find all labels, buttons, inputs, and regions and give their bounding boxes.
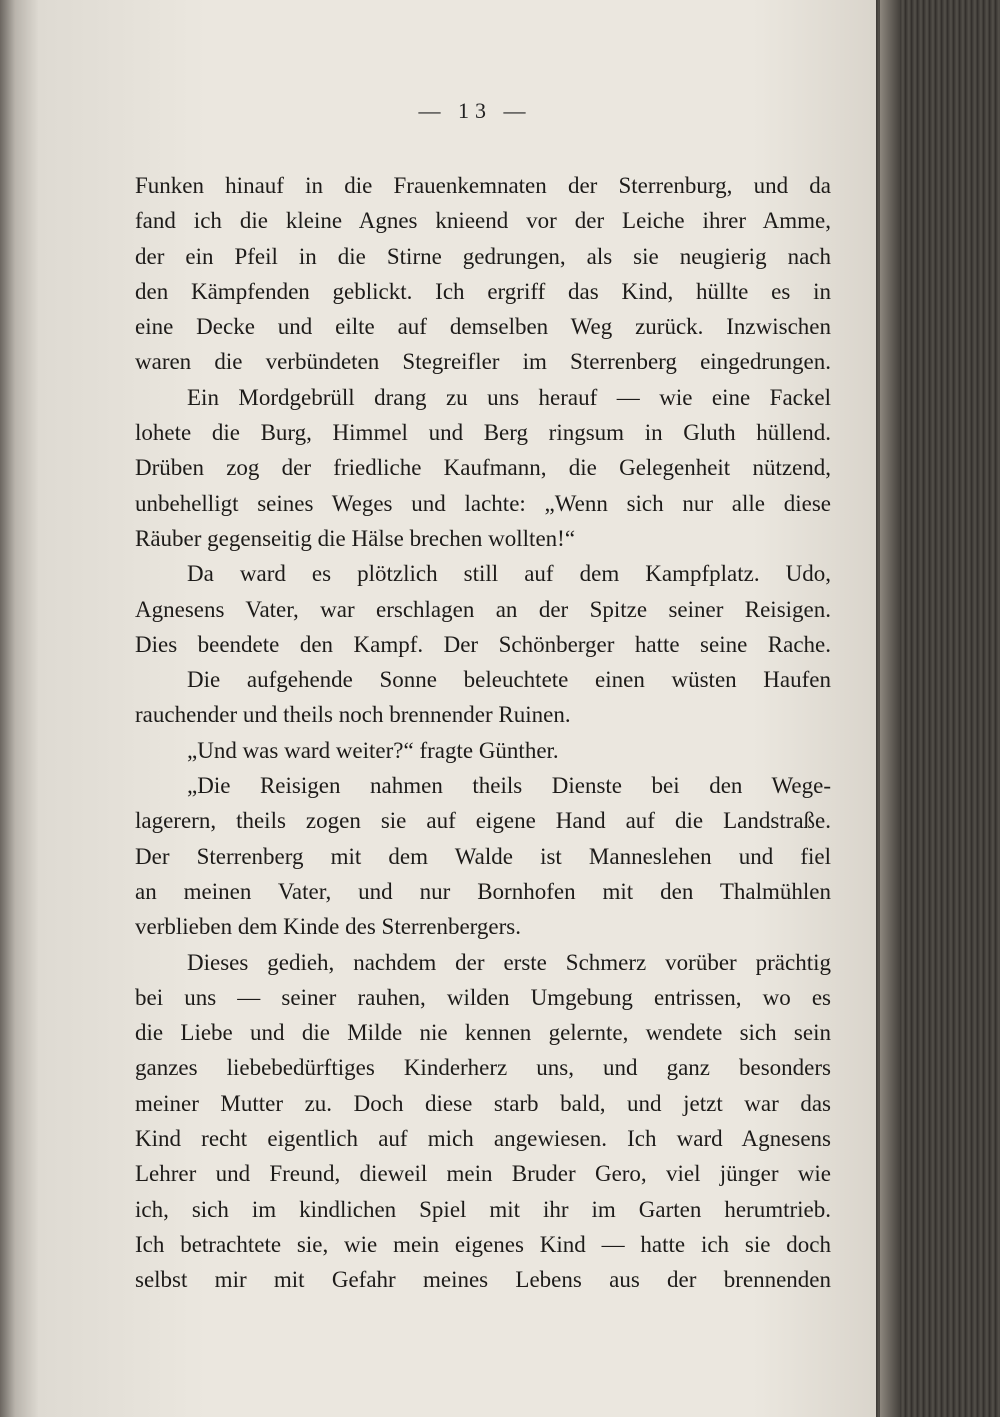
text-line: verblieben dem Kinde des Sterrenbergers. bbox=[135, 914, 521, 940]
page-number: — 13 — bbox=[418, 98, 532, 123]
text-line: meiner Mutter zu. Doch diese starb bald, und jetzt war das bbox=[135, 1090, 831, 1116]
text-line: den Kämpfenden geblickt. Ich ergriff das Kind, hüllte es in bbox=[135, 278, 831, 304]
text-line: die Liebe und die Milde nie kennen gelernte, wendete sich sein bbox=[135, 1020, 831, 1046]
text-line: ganzes liebebedürftiges Kinderherz uns, und ganz besonders bbox=[135, 1055, 831, 1081]
text-line: eine Decke und eilte auf demselben Weg zurück. Inzwischen bbox=[135, 314, 831, 340]
text-line: Dieses gedieh, nachdem der erste Schmerz vorüber prächtig bbox=[187, 949, 831, 975]
page-edge-shadow bbox=[880, 0, 900, 1417]
text-line: lohete die Burg, Himmel und Berg ringsum in Gluth hüllend. bbox=[135, 420, 831, 446]
text-line: bei uns — seiner rauhen, wilden Umgebung entrissen, wo es bbox=[135, 984, 831, 1010]
text-line: Räuber gegenseitig die Hälse brechen wollten!“ bbox=[135, 525, 576, 551]
text-line: Funken hinauf in die Frauenkemnaten der Sterrenburg, und da bbox=[135, 173, 831, 198]
text-line: Die aufgehende Sonne beleuchtete einen wüsten Haufen bbox=[187, 667, 831, 693]
text-line: „Die Reisigen nahmen theils Dienste bei den Wege- bbox=[187, 773, 831, 799]
book-gutter bbox=[0, 0, 38, 1417]
text-line: ich, sich im kindlichen Spiel mit ihr im Garten herumtrieb. bbox=[135, 1196, 831, 1222]
text-line: fand ich die kleine Agnes knieend vor der Leiche ihrer Amme, bbox=[135, 208, 831, 234]
text-line: „Und was ward weiter?“ fragte Günther. bbox=[187, 737, 559, 763]
text-line: Ich betrachtete sie, wie mein eigenes Kind — hatte ich sie doch bbox=[135, 1231, 831, 1257]
body-text bbox=[135, 168, 831, 1298]
text-line: an meinen Vater, und nur Bornhofen mit den Thalmühlen bbox=[135, 878, 831, 904]
text-line: Drüben zog der friedliche Kaufmann, die Gelegenheit nützend, bbox=[135, 455, 831, 481]
text-line: der ein Pfeil in die Stirne gedrungen, als sie neugierig nach bbox=[135, 243, 831, 269]
text-line: rauchender und theils noch brennender Ruinen. bbox=[135, 702, 571, 728]
text-line: Da ward es plötzlich still auf dem Kampfplatz. Udo, bbox=[187, 561, 831, 587]
text-line: Ein Mordgebrüll drang zu uns herauf — wie eine Fackel bbox=[187, 384, 831, 410]
text-line: Lehrer und Freund, dieweil mein Bruder Gero, viel jünger wie bbox=[135, 1161, 831, 1187]
text-line: Kind recht eigentlich auf mich angewiesen. Ich ward Agnesens bbox=[135, 1126, 831, 1152]
text-line: waren die verbündeten Stegreifler im Sterrenberg eingedrungen. bbox=[135, 349, 831, 375]
text-line: unbehelligt seines Weges und lachte: „Wenn sich nur alle diese bbox=[135, 490, 831, 516]
text-line: selbst mir mit Gefahr meines Lebens aus der brennenden bbox=[135, 1267, 831, 1293]
text-line: Dies beendete den Kampf. Der Schönberger hatte seine Rache. bbox=[135, 631, 831, 657]
text-line: Agnesens Vater, war erschlagen an der Spitze seiner Reisigen. bbox=[135, 596, 831, 622]
text-line: Der Sterrenberg mit dem Walde ist Manneslehen und fiel bbox=[135, 843, 831, 869]
text-line: lagerern, theils zogen sie auf eigene Hand auf die Landstraße. bbox=[135, 808, 831, 834]
